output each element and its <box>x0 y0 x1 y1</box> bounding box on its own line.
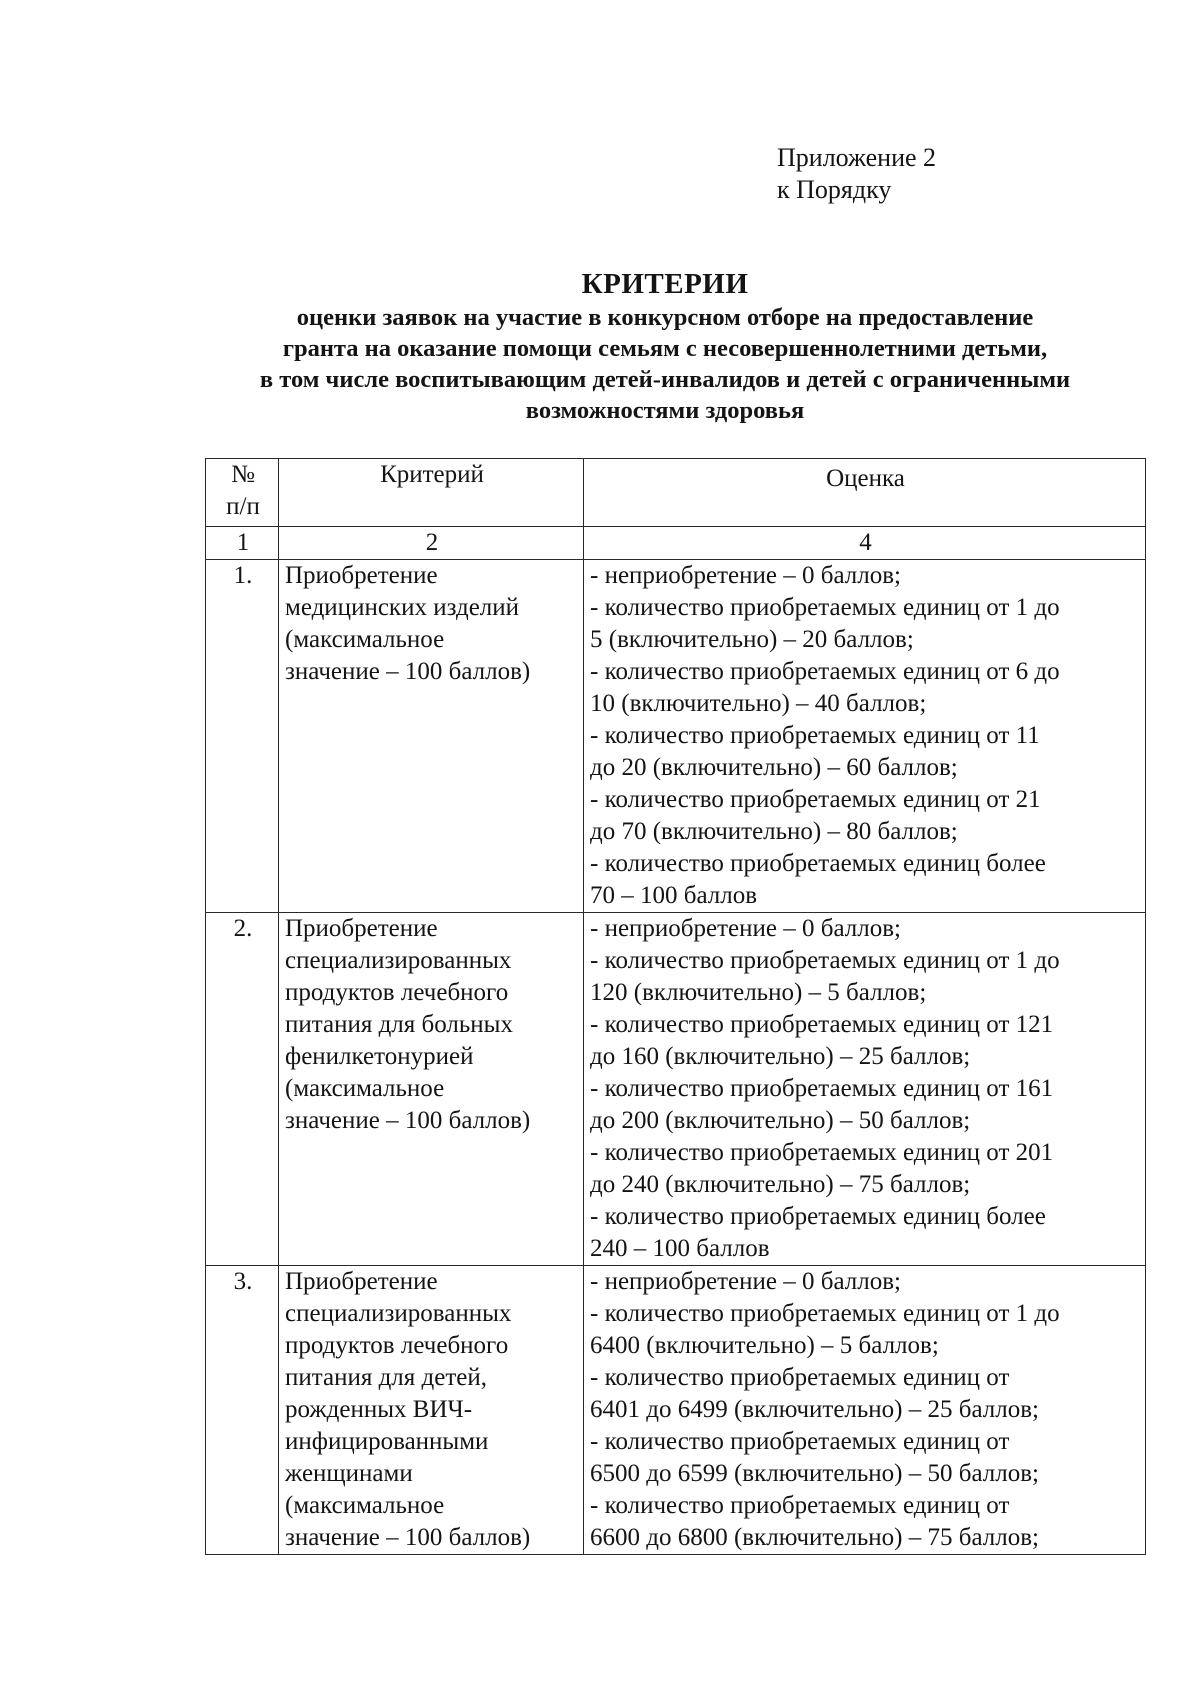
score-line: - неприобретение – 0 баллов; <box>590 562 901 589</box>
table-row <box>206 560 1146 913</box>
row-number: 3. <box>206 1266 279 1555</box>
criterion-line: (максимальное <box>285 1492 445 1519</box>
table-row <box>206 913 1146 1266</box>
criterion-line: Приобретение <box>285 915 438 942</box>
criterion-line: женщинами <box>285 1460 413 1487</box>
header-num-line-1: № <box>231 461 255 488</box>
criterion-line: инфицированными <box>285 1428 489 1455</box>
criterion-line: Приобретение <box>285 1268 438 1295</box>
document-title <box>190 266 1140 426</box>
score-line: до 160 (включительно) – 25 баллов; <box>590 1043 971 1070</box>
criterion-line: значение – 100 баллов) <box>285 1107 531 1134</box>
criterion-cell <box>279 560 584 913</box>
score-line: - неприобретение – 0 баллов; <box>590 915 901 942</box>
column-number: 4 <box>584 527 1146 560</box>
row-number: 2. <box>206 913 279 1266</box>
score-line: - количество приобретаемых единиц от 201 <box>590 1139 1054 1166</box>
criterion-line: значение – 100 баллов) <box>285 1524 531 1551</box>
criteria-table <box>205 458 1146 1555</box>
score-line: - количество приобретаемых единиц от 161 <box>590 1075 1054 1102</box>
score-line: - количество приобретаемых единиц от 121 <box>590 1011 1054 1038</box>
row-number: 1. <box>206 560 279 913</box>
score-line: до 70 (включительно) – 80 баллов; <box>590 818 958 845</box>
column-number-row <box>206 527 1146 560</box>
score-line: - количество приобретаемых единиц от <box>590 1492 1010 1519</box>
criterion-line: специализированных <box>285 947 512 974</box>
score-line: - количество приобретаемых единиц от <box>590 1364 1010 1391</box>
title-main: КРИТЕРИИ <box>581 268 749 300</box>
score-line: - количество приобретаемых единиц от 1 до <box>590 1300 1060 1327</box>
score-line: 6401 до 6499 (включительно) – 25 баллов; <box>590 1396 1039 1423</box>
score-line: до 240 (включительно) – 75 баллов; <box>590 1171 971 1198</box>
score-line: 6500 до 6599 (включительно) – 50 баллов; <box>590 1460 1039 1487</box>
column-number: 2 <box>279 527 584 560</box>
header-criterion-cell: Критерий <box>279 459 584 527</box>
score-line: до 20 (включительно) – 60 баллов; <box>590 754 958 781</box>
appendix-line-2: к Порядку <box>777 175 892 204</box>
criterion-line: рожденных ВИЧ- <box>285 1396 473 1423</box>
score-line: 70 – 100 баллов <box>590 882 758 909</box>
table-row <box>206 1266 1146 1555</box>
criterion-line: медицинских изделий <box>285 594 520 621</box>
criterion-line: Приобретение <box>285 562 438 589</box>
score-line: - количество приобретаемых единиц от 1 до <box>590 947 1060 974</box>
score-line: до 200 (включительно) – 50 баллов; <box>590 1107 971 1134</box>
score-cell <box>584 560 1146 913</box>
score-line: 5 (включительно) – 20 баллов; <box>590 626 914 653</box>
appendix-note <box>777 142 936 206</box>
criterion-line: (максимальное <box>285 626 445 653</box>
criterion-cell <box>279 913 584 1266</box>
column-number: 1 <box>206 527 279 560</box>
score-line: - количество приобретаемых единиц от 11 <box>590 722 1040 749</box>
header-num-line-2: п/п <box>226 493 260 520</box>
header-num-cell <box>206 459 279 527</box>
criterion-line: (максимальное <box>285 1075 445 1102</box>
criterion-line: продуктов лечебного <box>285 1332 509 1359</box>
score-cell <box>584 913 1146 1266</box>
score-cell <box>584 1266 1146 1555</box>
subtitle-line: возможностями здоровья <box>525 397 805 424</box>
score-line: 6400 (включительно) – 5 баллов; <box>590 1332 939 1359</box>
score-line: - неприобретение – 0 баллов; <box>590 1268 901 1295</box>
score-line: 120 (включительно) – 5 баллов; <box>590 979 927 1006</box>
criterion-line: значение – 100 баллов) <box>285 658 531 685</box>
score-line: - количество приобретаемых единиц от 1 до <box>590 594 1060 621</box>
subtitle-line: в том числе воспитывающим детей-инвалидов и детей с ограниченными <box>259 366 1071 393</box>
criterion-cell <box>279 1266 584 1555</box>
appendix-line-1: Приложение 2 <box>777 143 937 172</box>
score-line: - количество приобретаемых единиц от 6 до <box>590 658 1060 685</box>
criterion-line: продуктов лечебного <box>285 979 509 1006</box>
subtitle-line: оценки заявок на участие в конкурсном отборе на предоставление <box>296 304 1034 331</box>
score-line: - количество приобретаемых единиц от 21 <box>590 786 1041 813</box>
score-line: 240 – 100 баллов <box>590 1235 770 1262</box>
score-line: - количество приобретаемых единиц от <box>590 1428 1010 1455</box>
subtitle-line: гранта на оказание помощи семьям с несовершеннолетними детьми, <box>282 335 1048 362</box>
score-line: - количество приобретаемых единиц более <box>590 1203 1046 1230</box>
table-header-row <box>206 459 1146 527</box>
criterion-line: питания для детей, <box>285 1364 488 1391</box>
score-line: - количество приобретаемых единиц более <box>590 850 1046 877</box>
score-line: 10 (включительно) – 40 баллов; <box>590 690 927 717</box>
criterion-line: специализированных <box>285 1300 512 1327</box>
criterion-line: питания для больных <box>285 1011 513 1038</box>
criterion-line: фенилкетонурией <box>285 1043 474 1070</box>
header-score-cell: Оценка <box>584 459 1146 527</box>
score-line: 6600 до 6800 (включительно) – 75 баллов; <box>590 1524 1039 1551</box>
